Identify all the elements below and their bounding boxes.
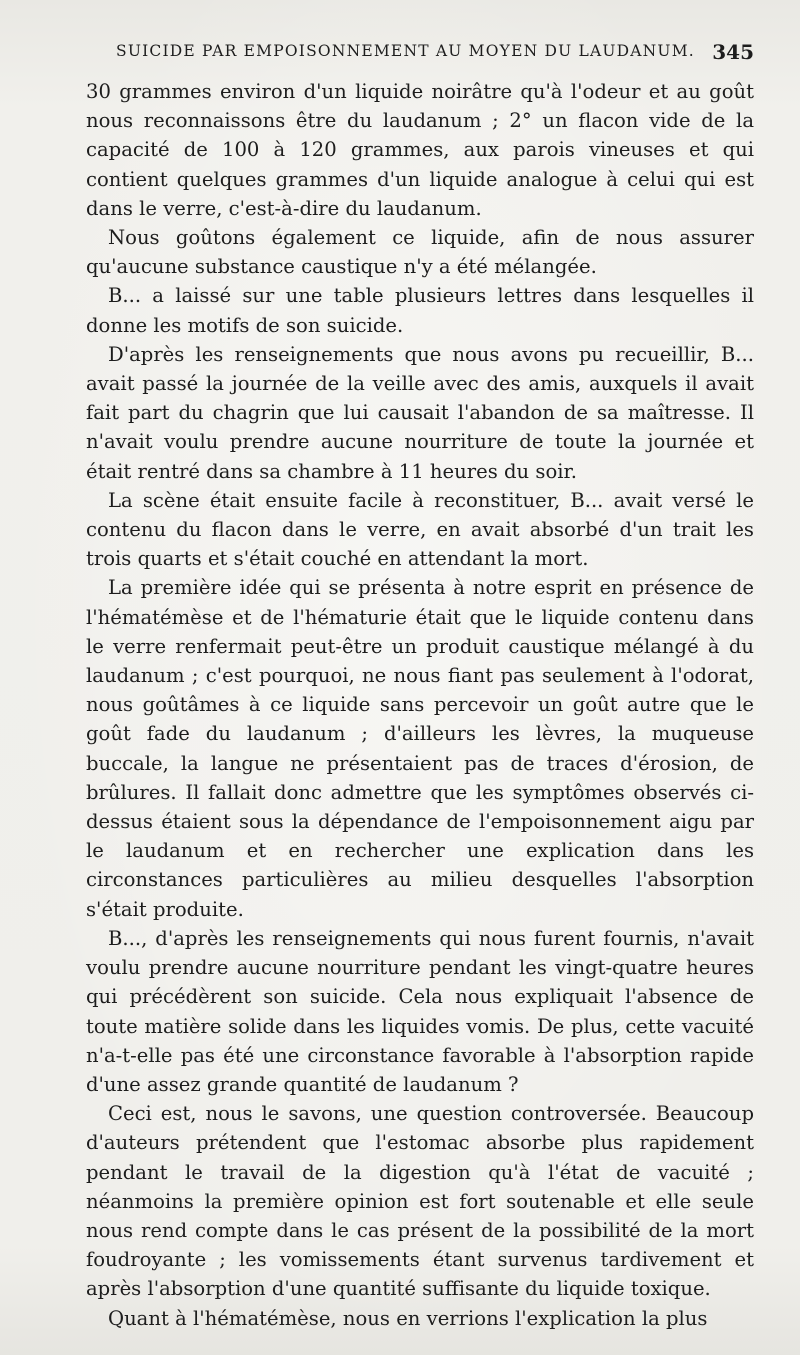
paragraph: D'après les renseignements que nous avons pu recueillir, B... avait passé la journée de la veille avec des amis, auxquels il avait fait part du chagrin que lui causait l'abandon de sa maîtresse. Il n'avait voulu prendre aucune nourriture de toute la journée et était rentré dans sa chambre à 11 heures du soir. [86,342,754,483]
paragraph: La scène était ensuite facile à reconstituer, B... avait versé le contenu du flacon dans le verre, en avait absorbé d'un trait les trois quarts et s'était couché en attendant la mort. [86,488,754,571]
paragraph: La première idée qui se présenta à notre esprit en présence de l'hématémèse et de l'hématurie était que le liquide contenu dans le verre renfermait peut-être un produit caustique mélangé à du laudanum ; c'est pourquoi, ne nous fiant pas seulement à l'odorat, nous goûtâmes à ce liquide sans percevoir un goût autre que le goût fade du laudanum ; d'ailleurs les lèvres, la muqueuse buccale, la langue ne présentaient pas de traces d'érosion, de brûlures. Il fallait donc admettre que les symptômes observés ci-dessus étaient sous la dépendance de l'empoisonnement aigu par le laudanum et en rechercher une explication dans les circonstances particulières au milieu desquelles l'absorption s'était produite. [86,576,754,921]
running-head: SUICIDE PAR EMPOISONNEMENT AU MOYEN DU LAUDANUM. [116,42,695,60]
page-header [86,42,754,70]
paragraph-continuation: 30 grammes environ d'un liquide noirâtre qu'à l'odeur et au goût nous reconnaissons être du laudanum ; 2° un flacon vide de la capacité de 100 à 120 grammes, aux parois vineuses et qui contient quelques grammes d'un liquide analogue à celui qui est dans le verre, c'est-à-dire du laudanum. [86,80,754,220]
paragraph-last: Quant à l'hématémèse, nous en verrions l'explication la plus [108,1306,708,1330]
page-number: 345 [712,40,754,64]
paragraph: Nous goûtons également ce liquide, afin de nous assurer qu'aucune substance caustique n'y a été mélangée. [86,226,754,279]
paragraph: B..., d'après les renseignements qui nous furent fournis, n'avait voulu prendre aucune nourriture pendant les vingt-quatre heures qui précédèrent son suicide. Cela nous expliquait l'absence de toute matière solide dans les liquides vomis. De plus, cette vacuité n'a-t-elle pas été une circonstance favorable à l'absorption rapide d'une assez grande quantité de laudanum ? [86,926,754,1096]
body-text [86,77,754,1333]
paragraph: B... a laissé sur une table plusieurs lettres dans lesquelles il donne les motifs de son suicide. [86,284,754,337]
paragraph: Ceci est, nous le savons, une question controversée. Beaucoup d'auteurs prétendent que l'estomac absorbe plus rapidement pendant le travail de la digestion qu'à l'état de vacuité ; néanmoins la première opinion est fort soutenable et elle seule nous rend compte dans le cas présent de la possibilité de la mort foudroyante ; les vomissements étant survenus tardivement et après l'absorption d'une quantité suffisante du liquide toxique. [86,1102,754,1301]
